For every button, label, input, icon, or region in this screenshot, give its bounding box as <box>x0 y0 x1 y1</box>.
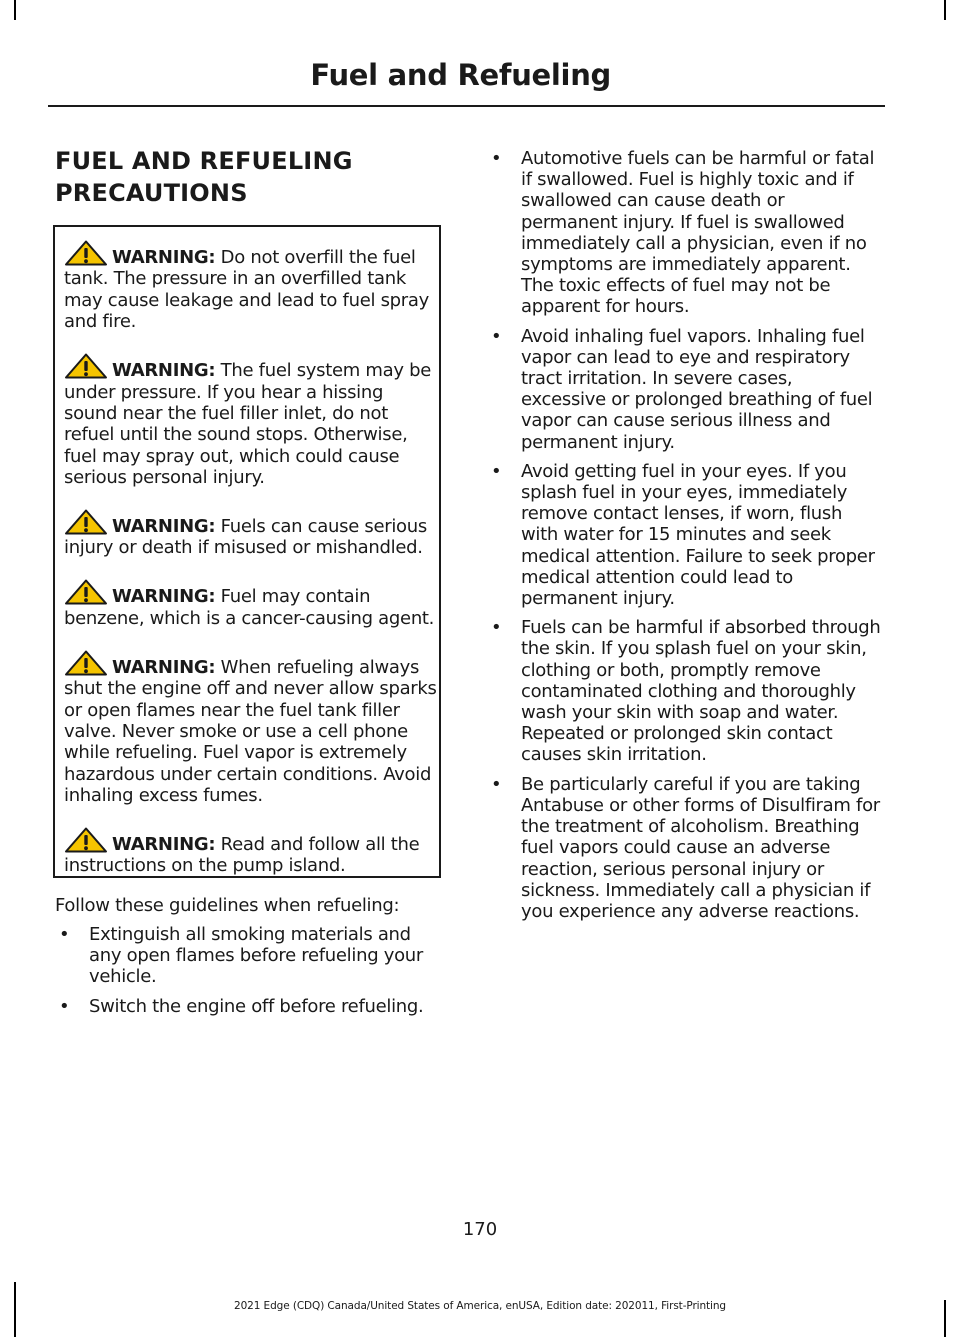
list-item-text: Avoid getting fuel in your eyes. If you splash fuel in your eyes, immediately remove contact lenses, if worn, flush with water for 15 minutes and seek medical attention. Failure to seek proper medical attention could lead to permanent injury. <box>521 460 875 610</box>
list-item <box>55 996 447 1017</box>
list-item <box>487 461 881 609</box>
warning-item <box>64 353 439 488</box>
list-item <box>55 924 447 988</box>
warning-item <box>64 240 439 333</box>
bullet-marker: • <box>59 924 70 945</box>
warning-triangle-icon <box>64 353 108 379</box>
warning-triangle-icon <box>64 650 108 676</box>
warning-text: When refueling always shut the engine off and never allow sparks or open flames near the fuel tank filler valve. Never smoke or use a cell phone while refueling. Fuel vapor is extremely hazardous under certain conditions. Avoid inhaling excess fumes. <box>64 656 437 807</box>
warning-triangle-icon <box>64 509 108 535</box>
warning-label: WARNING: <box>112 516 216 538</box>
section-title: FUEL AND REFUELING PRECAUTIONS <box>55 147 353 207</box>
list-item-text: Avoid inhaling fuel vapors. Inhaling fuel vapor can lead to eye and respiratory tract irritation. In severe cases, excessive or prolonged breathing of fuel vapor can cause serious illness and permanent injury. <box>521 325 873 453</box>
footer-edition-text: 2021 Edge (CDQ) Canada/United States of America, enUSA, Edition date: 202011, First-Printing <box>234 1300 726 1312</box>
warning-label: WARNING: <box>112 834 216 856</box>
page-header-title: Fuel and Refueling <box>310 58 611 92</box>
list-item-text: Switch the engine off before refueling. <box>89 995 424 1017</box>
warning-label: WARNING: <box>112 586 216 608</box>
bullet-marker: • <box>491 325 502 347</box>
warning-text: Fuel may contain benzene, which is a cancer-causing agent. <box>64 586 435 629</box>
header-divider <box>48 105 885 107</box>
warning-label: WARNING: <box>112 360 216 382</box>
left-bullet-list <box>55 924 447 1025</box>
list-item <box>487 774 881 922</box>
warning-text: Read and follow all the instructions on the pump island. <box>64 834 420 877</box>
warning-item <box>64 579 439 629</box>
warning-text: Do not overfill the fuel tank. The pressure in an overfilled tank may cause leakage and lead to fuel spray and fire. <box>64 247 429 333</box>
warning-triangle-icon <box>64 827 108 853</box>
warning-item <box>64 650 439 807</box>
warning-label: WARNING: <box>112 656 216 678</box>
page-number: 170 <box>462 1219 498 1240</box>
warning-triangle-icon <box>64 579 108 605</box>
list-item <box>487 326 881 453</box>
warning-label: WARNING: <box>112 247 216 268</box>
bullet-marker: • <box>59 995 70 1017</box>
bullet-marker: • <box>491 148 502 169</box>
list-item-text: Fuels can be harmful if absorbed through the skin. If you splash fuel on your skin, clothing or both, promptly remove contaminated clothing and thoroughly wash your skin with soap and water. Repeated or prolonged skin contact causes skin irritation. <box>521 617 881 766</box>
crop-mark-top-left <box>14 0 16 20</box>
list-item <box>487 617 881 765</box>
right-bullet-list <box>487 148 881 930</box>
bullet-marker: • <box>491 617 502 639</box>
list-item-text: Automotive fuels can be harmful or fatal if swallowed. Fuel is highly toxic and if swallowed can cause death or permanent injury. If fuel is swallowed immediately call a physician, even if no symptoms are immediately apparent. The toxic effects of fuel may not be apparent for hours. <box>521 148 875 318</box>
list-item-text: Extinguish all smoking materials and any open flames before refueling your vehicle. <box>89 924 424 988</box>
bullet-marker: • <box>491 460 502 482</box>
warning-item <box>64 509 439 559</box>
crop-mark-top-right <box>944 0 946 20</box>
list-item <box>487 148 881 318</box>
bullet-marker: • <box>491 773 502 795</box>
warning-item <box>64 827 439 877</box>
warning-text: Fuels can cause serious injury or death if misused or mishandled. <box>64 516 427 559</box>
list-item-text: Be particularly careful if you are taking Antabuse or other forms of Disulfiram for the treatment of alcoholism. Breathing fuel vapors could cause an adverse reaction, serious personal injury or sickness. Immediately call a physician if you experience any adverse reactions. <box>521 773 880 922</box>
warning-text: The fuel system may be under pressure. If you hear a hissing sound near the fuel filler inlet, do not refuel until the sound stops. Otherwise, fuel may spray out, which could cause serious personal injury. <box>64 360 432 489</box>
warnings-box <box>53 225 441 878</box>
guidelines-intro: Follow these guidelines when refueling: <box>55 895 400 916</box>
warning-triangle-icon <box>64 240 108 266</box>
